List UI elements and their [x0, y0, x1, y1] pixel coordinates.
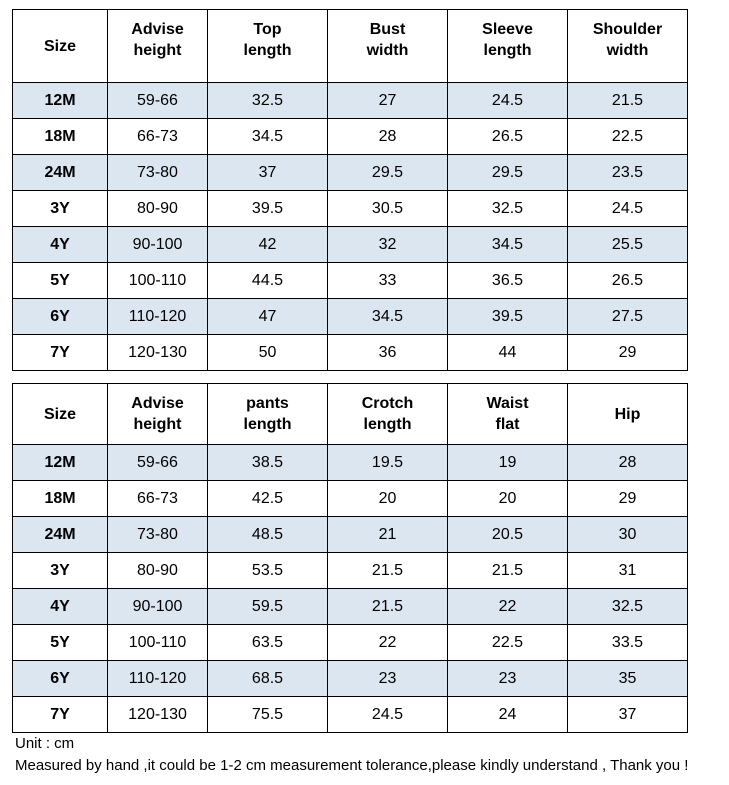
table-cell: 21.5 — [448, 553, 568, 589]
table-cell: 73-80 — [108, 155, 208, 191]
header-advise-height: Advise height — [108, 10, 208, 83]
table-row — [13, 697, 688, 733]
table-cell: 29.5 — [448, 155, 568, 191]
table-row — [13, 155, 688, 191]
table-cell: 29.5 — [328, 155, 448, 191]
size-cell: 12M — [13, 83, 108, 119]
table-cell: 19.5 — [328, 445, 448, 481]
table-row — [13, 263, 688, 299]
table-cell: 28 — [328, 119, 448, 155]
table-row — [13, 335, 688, 371]
table-row — [13, 589, 688, 625]
table-cell: 28 — [568, 445, 688, 481]
table-cell: 25.5 — [568, 227, 688, 263]
table-cell: 21.5 — [568, 83, 688, 119]
table-cell: 36 — [328, 335, 448, 371]
header-row — [13, 384, 688, 445]
table-row — [13, 661, 688, 697]
size-cell: 3Y — [13, 553, 108, 589]
table-cell: 34.5 — [448, 227, 568, 263]
size-cell: 5Y — [13, 625, 108, 661]
size-cell: 4Y — [13, 589, 108, 625]
table-cell: 27.5 — [568, 299, 688, 335]
size-cell: 6Y — [13, 661, 108, 697]
table-cell: 34.5 — [328, 299, 448, 335]
table-cell: 68.5 — [208, 661, 328, 697]
table-cell: 37 — [568, 697, 688, 733]
header-waist-flat: Waist flat — [448, 384, 568, 445]
header-size: Size — [13, 10, 108, 83]
table-cell: 110-120 — [108, 661, 208, 697]
table-cell: 23.5 — [568, 155, 688, 191]
table-cell: 32.5 — [448, 191, 568, 227]
bottom-size-table — [12, 383, 688, 733]
header-shoulder-width: Shoulder width — [568, 10, 688, 83]
table-cell: 75.5 — [208, 697, 328, 733]
size-cell: 7Y — [13, 697, 108, 733]
table-cell: 32.5 — [568, 589, 688, 625]
top-size-table — [12, 9, 688, 371]
tolerance-note: Measured by hand ,it could be 1-2 cm measurement tolerance,please kindly understand , Thank you ! — [15, 757, 689, 774]
table-row — [13, 625, 688, 661]
table-cell: 32 — [328, 227, 448, 263]
header-advise-height: Advise height — [108, 384, 208, 445]
table-cell: 120-130 — [108, 697, 208, 733]
table-cell: 29 — [568, 335, 688, 371]
header-hip: Hip — [568, 384, 688, 445]
table-cell: 20 — [448, 481, 568, 517]
table-cell: 80-90 — [108, 191, 208, 227]
table-cell: 66-73 — [108, 481, 208, 517]
table-cell: 34.5 — [208, 119, 328, 155]
table-cell: 90-100 — [108, 589, 208, 625]
size-cell: 18M — [13, 119, 108, 155]
size-cell: 6Y — [13, 299, 108, 335]
table-cell: 21.5 — [328, 553, 448, 589]
size-cell: 24M — [13, 155, 108, 191]
table-cell: 24 — [448, 697, 568, 733]
measurement-notes — [15, 733, 688, 777]
table-cell: 59-66 — [108, 445, 208, 481]
table-cell: 39.5 — [208, 191, 328, 227]
table-cell: 90-100 — [108, 227, 208, 263]
table-cell: 38.5 — [208, 445, 328, 481]
table-cell: 22.5 — [568, 119, 688, 155]
header-sleeve-length: Sleeve length — [448, 10, 568, 83]
table-row — [13, 481, 688, 517]
table-row — [13, 191, 688, 227]
table-cell: 24.5 — [328, 697, 448, 733]
table-cell: 21.5 — [328, 589, 448, 625]
table-cell: 73-80 — [108, 517, 208, 553]
table-cell: 36.5 — [448, 263, 568, 299]
table-cell: 22 — [328, 625, 448, 661]
table-cell: 30 — [568, 517, 688, 553]
table-cell: 32.5 — [208, 83, 328, 119]
size-cell: 5Y — [13, 263, 108, 299]
header-crotch-length: Crotch length — [328, 384, 448, 445]
header-size: Size — [13, 384, 108, 445]
table-cell: 59.5 — [208, 589, 328, 625]
table-cell: 31 — [568, 553, 688, 589]
table-cell: 63.5 — [208, 625, 328, 661]
table-row — [13, 227, 688, 263]
table-row — [13, 517, 688, 553]
table-row — [13, 299, 688, 335]
table-row — [13, 119, 688, 155]
table-cell: 22 — [448, 589, 568, 625]
table-cell: 24.5 — [448, 83, 568, 119]
unit-note: Unit : cm — [15, 735, 75, 752]
table-cell: 21 — [328, 517, 448, 553]
header-pants-length: pants length — [208, 384, 328, 445]
table-row — [13, 83, 688, 119]
header-bust-width: Bust width — [328, 10, 448, 83]
table-cell: 33 — [328, 263, 448, 299]
table-cell: 59-66 — [108, 83, 208, 119]
table-cell: 39.5 — [448, 299, 568, 335]
table-cell: 22.5 — [448, 625, 568, 661]
table-cell: 120-130 — [108, 335, 208, 371]
size-cell: 7Y — [13, 335, 108, 371]
size-cell: 3Y — [13, 191, 108, 227]
size-cell: 4Y — [13, 227, 108, 263]
table-cell: 19 — [448, 445, 568, 481]
table-cell: 26.5 — [448, 119, 568, 155]
table-cell: 50 — [208, 335, 328, 371]
table-cell: 26.5 — [568, 263, 688, 299]
table-cell: 66-73 — [108, 119, 208, 155]
table-cell: 42.5 — [208, 481, 328, 517]
size-cell: 12M — [13, 445, 108, 481]
table-row — [13, 553, 688, 589]
table-cell: 24.5 — [568, 191, 688, 227]
table-cell: 37 — [208, 155, 328, 191]
table-cell: 100-110 — [108, 263, 208, 299]
header-row — [13, 10, 688, 83]
table-cell: 42 — [208, 227, 328, 263]
table-cell: 23 — [448, 661, 568, 697]
table-cell: 29 — [568, 481, 688, 517]
table-cell: 30.5 — [328, 191, 448, 227]
table-cell: 44 — [448, 335, 568, 371]
table-row — [13, 445, 688, 481]
table-cell: 47 — [208, 299, 328, 335]
header-top-length: Top length — [208, 10, 328, 83]
table-cell: 80-90 — [108, 553, 208, 589]
table-cell: 35 — [568, 661, 688, 697]
table-cell: 44.5 — [208, 263, 328, 299]
table-cell: 110-120 — [108, 299, 208, 335]
table-cell: 20 — [328, 481, 448, 517]
size-cell: 24M — [13, 517, 108, 553]
size-cell: 18M — [13, 481, 108, 517]
table-cell: 100-110 — [108, 625, 208, 661]
table-cell: 33.5 — [568, 625, 688, 661]
table-cell: 53.5 — [208, 553, 328, 589]
table-cell: 23 — [328, 661, 448, 697]
table-cell: 27 — [328, 83, 448, 119]
table-cell: 20.5 — [448, 517, 568, 553]
table-cell: 48.5 — [208, 517, 328, 553]
